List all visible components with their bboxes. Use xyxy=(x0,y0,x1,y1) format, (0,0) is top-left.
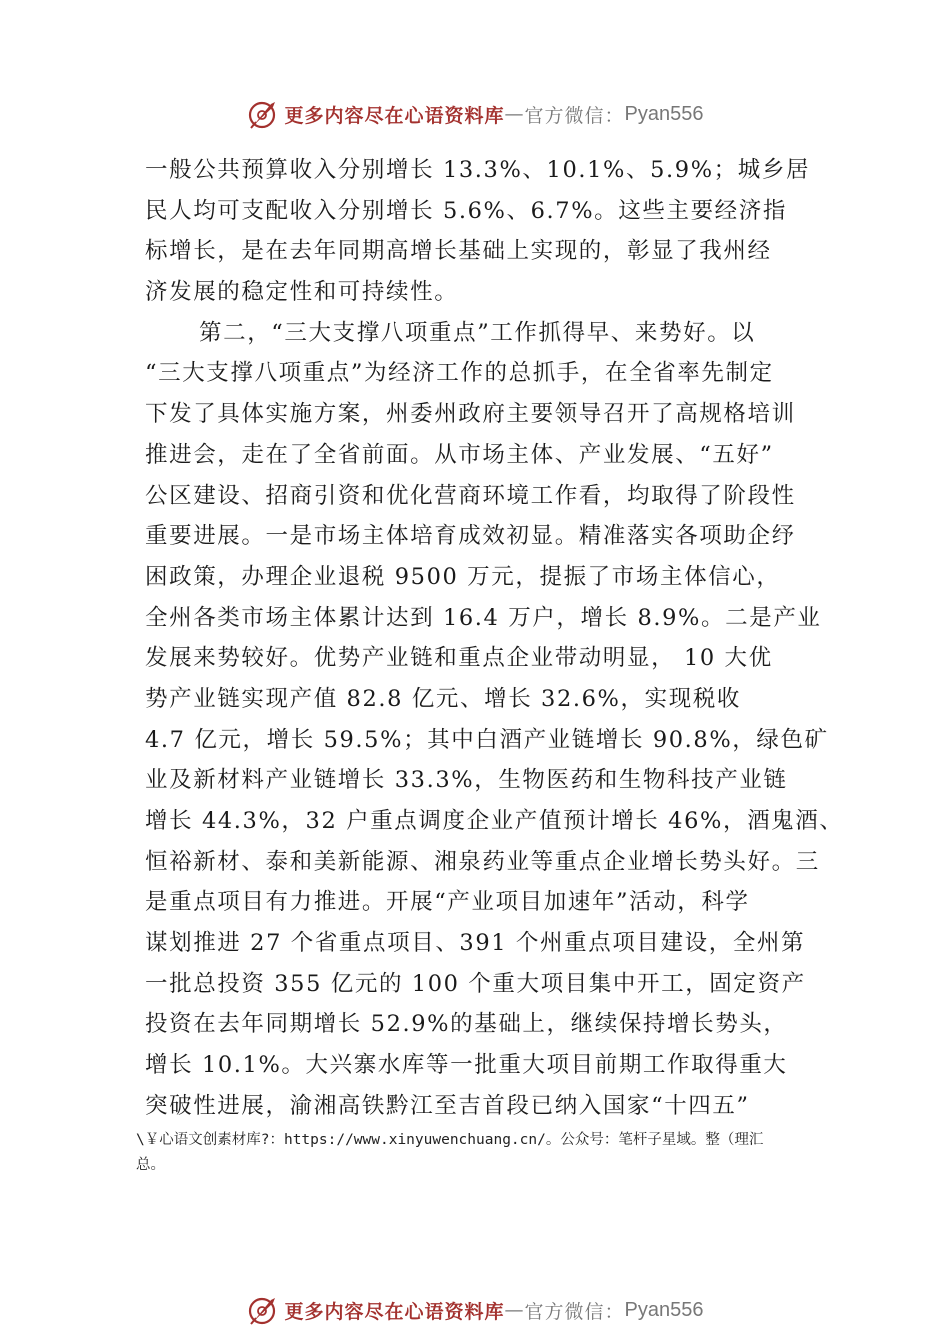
banner-separator: — xyxy=(504,1299,525,1321)
text-line: 济发展的稳定性和可持续性。 xyxy=(145,279,459,306)
document-body xyxy=(145,150,844,1127)
banner-separator: — xyxy=(504,103,525,125)
text-line: 4.7 亿元，增长 59.5%；其中白酒产业链增长 90.8%，绿色矿 xyxy=(145,726,829,753)
text-line: 民人均可支配收入分别增长 5.6%、6.7%。这些主要经济指 xyxy=(145,197,787,224)
text-line: 突破性进展，渝湘高铁黔江至吉首段已纳入国家“十四五” xyxy=(145,1092,750,1119)
banner-wechat-label: 官方微信： xyxy=(524,1300,625,1323)
footnote-line: \￥心语文创素材库?：https://www.xinyuwenchuang.cn/。公众号：笔杆子星域。整（理汇 xyxy=(136,1132,764,1148)
text-line: 下发了具体实施方案，州委州政府主要领导召开了高规格培训 xyxy=(145,401,796,428)
banner-wechat-id: Pyan556 xyxy=(624,102,704,125)
header-banner xyxy=(0,94,950,134)
text-line: 重要进展。一是市场主体培育成效初显。精准落实各项助企纾 xyxy=(145,523,796,550)
text-line: “三大支撑八项重点”为经济工作的总抓手，在全省率先制定 xyxy=(145,360,774,387)
paragraph-start-line: 第二，“三大支撑八项重点”工作抓得早、来势好。以 xyxy=(199,319,756,346)
text-line: 困政策，办理企业退税 9500 万元，提振了市场主体信心， xyxy=(145,563,781,590)
footnote xyxy=(136,1128,836,1178)
text-line: 恒裕新材、泰和美新能源、湘泉药业等重点企业增长势头好。三 xyxy=(145,848,820,875)
text-line: 增长 44.3%，32 户重点调度企业产值预计增长 46%，酒鬼酒、 xyxy=(145,808,844,834)
text-line: 一般公共预算收入分别增长 13.3%、10.1%、5.9%；城乡居 xyxy=(145,157,811,183)
text-line: 公区建设、招商引资和优化营商环境工作看，均取得了阶段性 xyxy=(145,482,796,509)
text-line: 势产业链实现产值 82.8 亿元、增长 32.6%，实现税收 xyxy=(145,685,742,712)
text-line: 是重点项目有力推进。开展“产业项目加速年”活动，科学 xyxy=(145,889,750,916)
banner-brand-text: 更多内容尽在心语资料库 xyxy=(284,104,505,127)
banner-wechat-id: Pyan556 xyxy=(624,1298,704,1321)
text-line: 投资在去年同期增长 52.9%的基础上，继续保持增长势头， xyxy=(145,1011,788,1038)
text-line: 一批总投资 355 亿元的 100 个重大项目集中开工，固定资产 xyxy=(145,970,806,997)
text-line: 增长 10.1%。大兴寨水库等一批重大项目前期工作取得重大 xyxy=(145,1052,788,1079)
quill-pen-seal-icon xyxy=(247,1294,279,1326)
text-line: 谋划推进 27 个省重点项目、391 个州重点项目建设，全州第 xyxy=(145,930,806,957)
footnote-line: 总。 xyxy=(136,1157,165,1173)
text-line: 标增长，是在去年同期高增长基础上实现的，彰显了我州经 xyxy=(145,238,772,265)
banner-wechat-label: 官方微信： xyxy=(524,104,625,127)
footer-banner xyxy=(0,1290,950,1330)
text-line: 推进会，走在了全省前面。从市场主体、产业发展、“五好” xyxy=(145,441,774,468)
text-line: 发展来势较好。优势产业链和重点企业带动明显， 10 大优 xyxy=(145,645,773,672)
quill-pen-seal-icon xyxy=(247,98,279,130)
banner-brand-text: 更多内容尽在心语资料库 xyxy=(284,1300,505,1323)
text-line: 业及新材料产业链增长 33.3%，生物医药和生物科技产业链 xyxy=(145,767,788,794)
text-line: 全州各类市场主体累计达到 16.4 万户，增长 8.9%。二是产业 xyxy=(145,604,822,631)
